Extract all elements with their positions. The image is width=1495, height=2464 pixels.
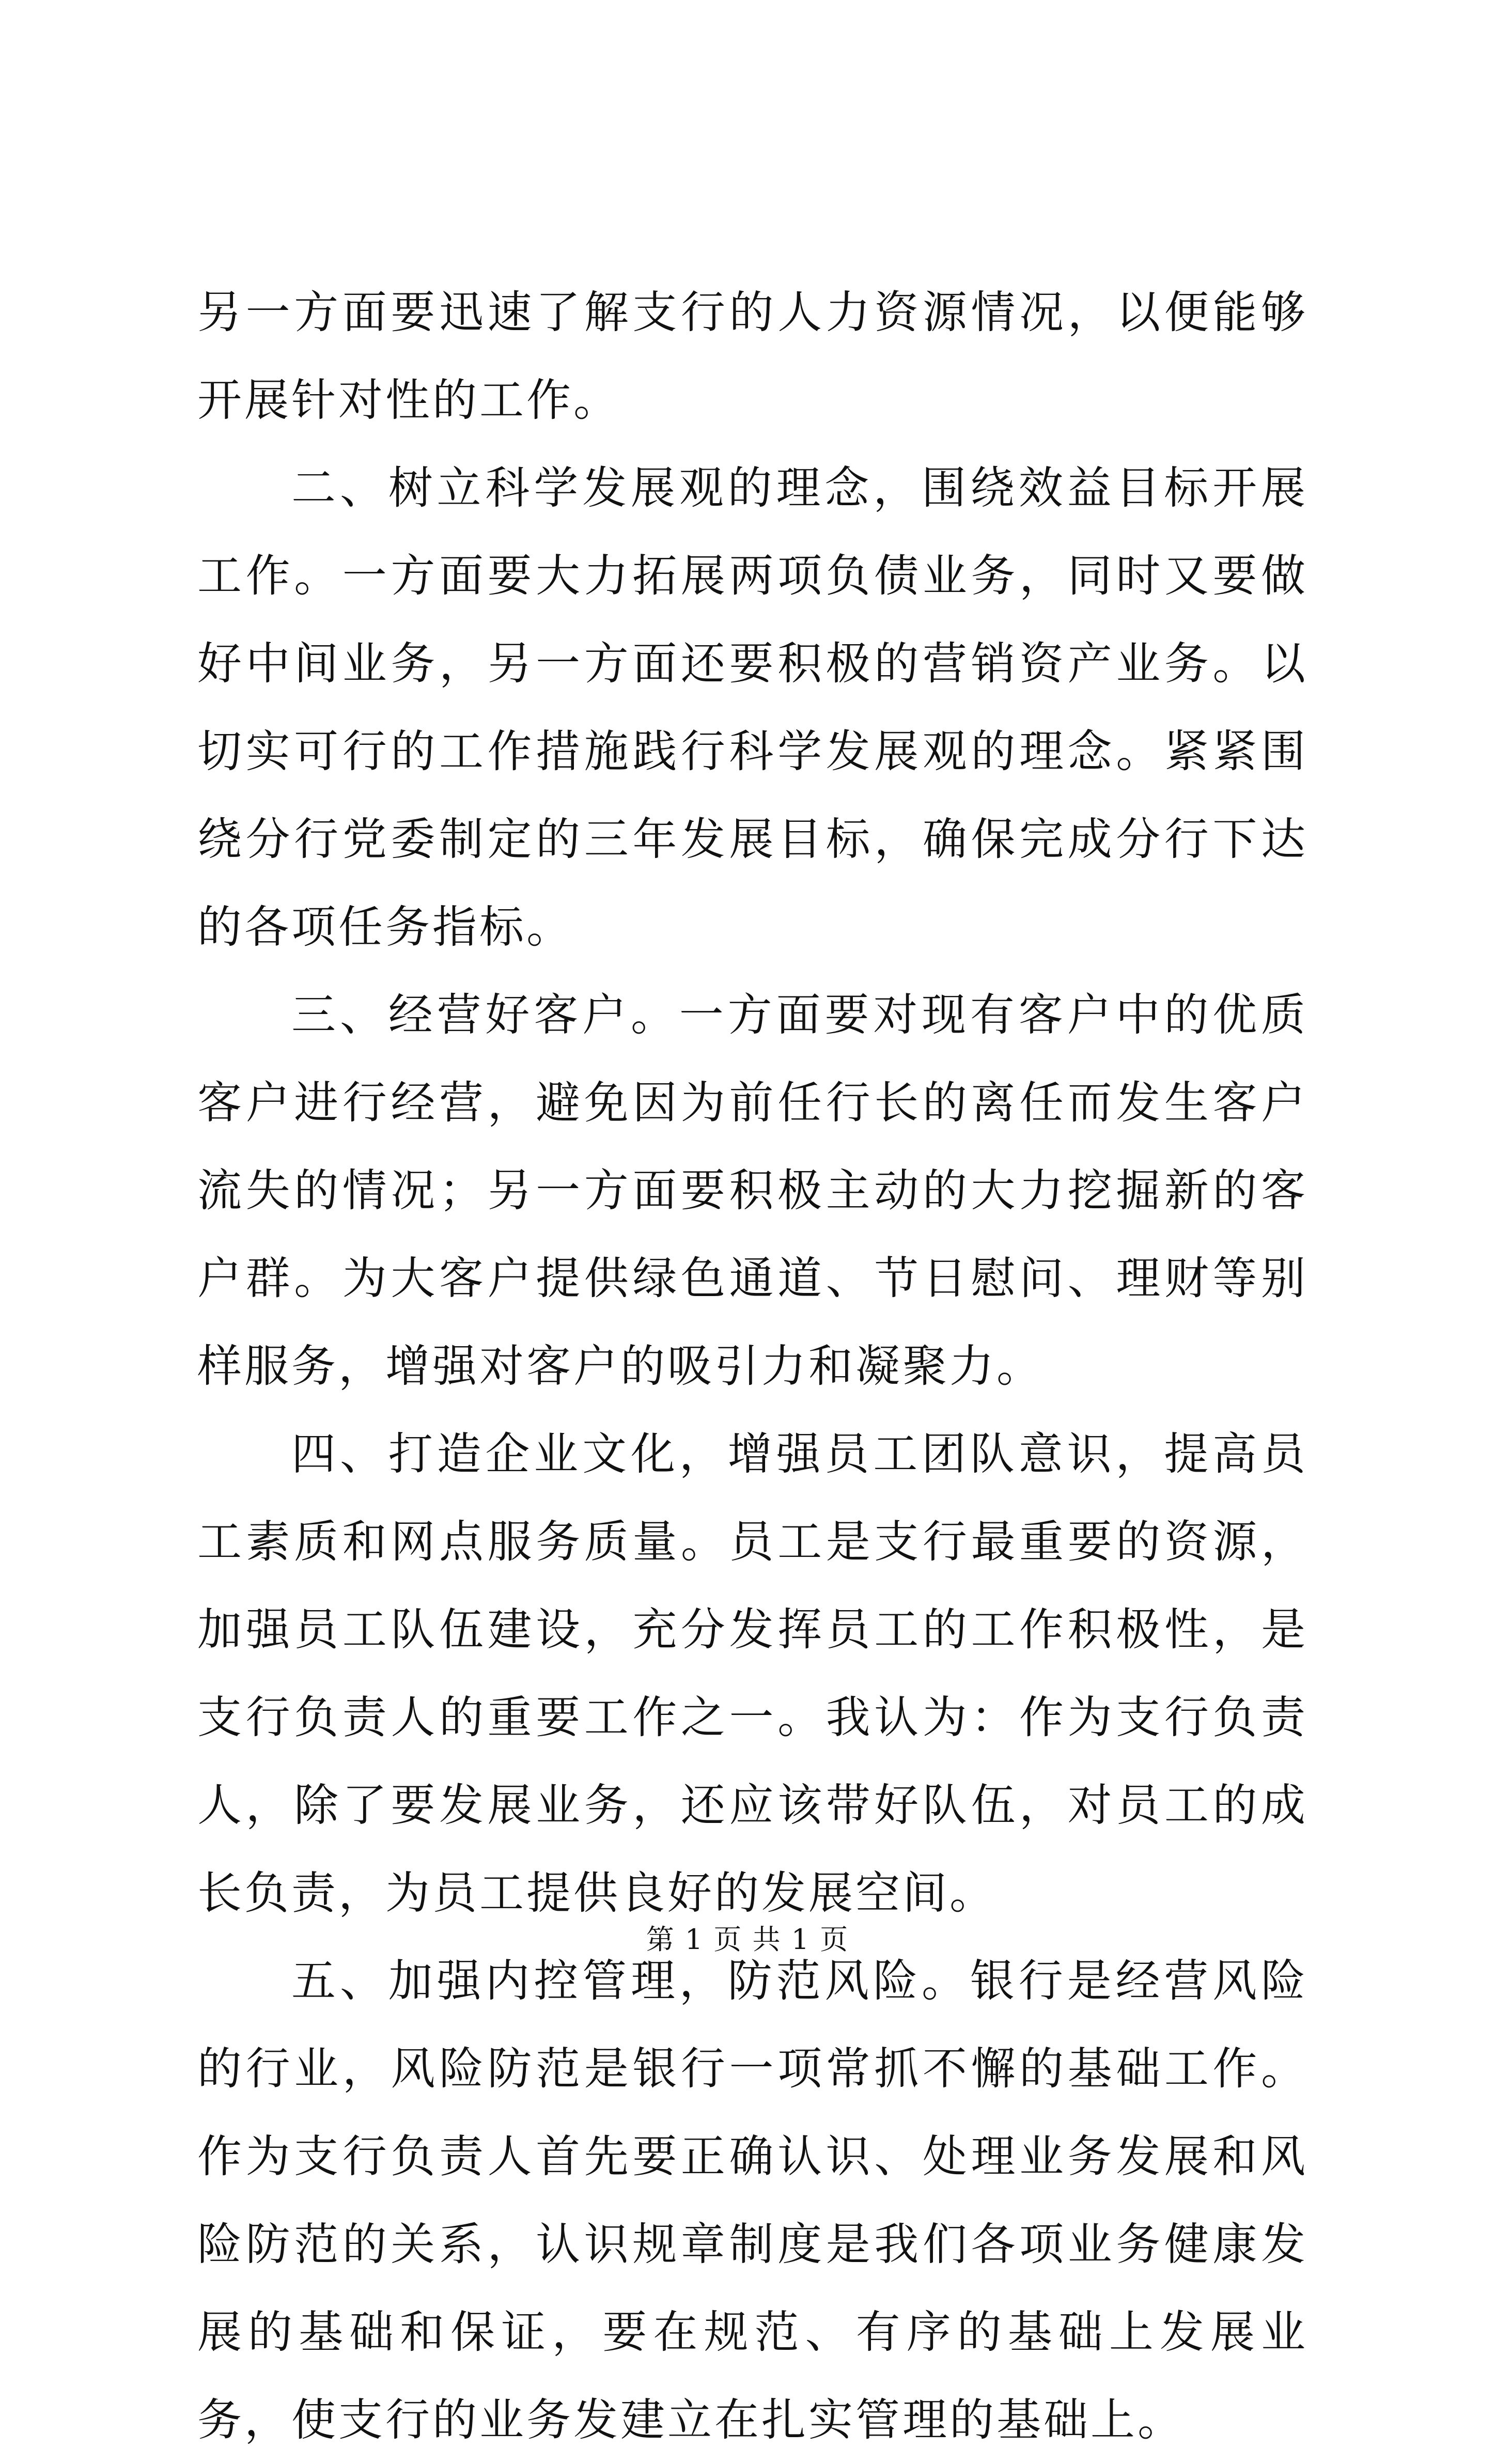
paragraph-section-5: 五、加强内控管理，防范风险。银行是经营风险的行业，风险防范是银行一项常抓不懈的基础工作。作为支行负责人首先要正确认识、处理业务发展和风险防范的关系，认识规章制度是我们各项业务健康发展的基础和保证，要在规范、有序的基础上发展业务，使支行的业务发建立在扎实管理的基础上。 (197, 1955, 1308, 2446)
paragraph-section-4: 四、打造企业文化，增强员工团队意识，提高员工素质和网点服务质量。员工是支行最重要的资源，加强员工队伍建设，充分发挥员工的工作积极性，是支行负责人的重要工作之一。我认为：作为支行负责人，除了要发展业务，还应该带好队伍，对员工的成长负责，为员工提供良好的发展空间。 (197, 1428, 1308, 1919)
paragraph-section-2: 二、树立科学发展观的理念，围绕效益目标开展工作。一方面要大力拓展两项负债业务，同时又要做好中间业务，另一方面还要积极的营销资产业务。以切实可行的工作措施践行科学发展观的理念。紧紧围绕分行党委制定的三年发展目标，确保完成分行下达的各项任务指标。 (197, 462, 1308, 953)
page-footer: 第 1 页 共 1 页 (646, 1923, 849, 1956)
paragraph-section-3: 三、经营好客户。一方面要对现有客户中的优质客户进行经营，避免因为前任行长的离任而发生客户流失的情况；另一方面要积极主动的大力挖掘新的客户群。为大客户提供绿色通道、节日慰问、理财等别样服务，增强对客户的吸引力和凝聚力。 (197, 989, 1308, 1392)
document-body (197, 269, 1308, 2464)
paragraph-continuation: 另一方面要迅速了解支行的人力资源情况，以便能够开展针对性的工作。 (197, 287, 1308, 426)
